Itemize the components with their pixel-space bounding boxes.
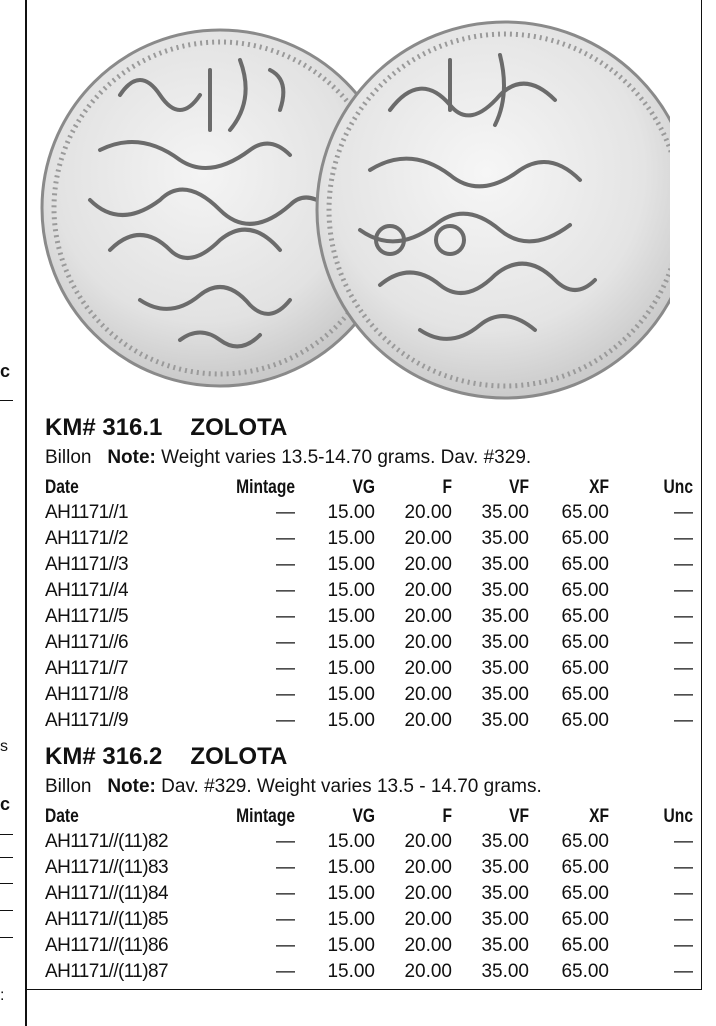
- cell-f: 20.00: [404, 528, 452, 549]
- cell-xf: 65.00: [561, 935, 609, 956]
- cell-vf: 35.00: [481, 554, 529, 575]
- cell-unc: —: [674, 935, 693, 956]
- left-border-rule: [25, 0, 27, 1026]
- entry-description: [45, 447, 531, 469]
- table-row: [45, 630, 693, 656]
- cell-mintage: —: [276, 857, 295, 878]
- cell-f: 20.00: [404, 580, 452, 601]
- cell-f: 20.00: [404, 554, 452, 575]
- cell-vg: 15.00: [327, 909, 375, 930]
- cell-vg: 15.00: [327, 580, 375, 601]
- table-row: [45, 933, 693, 959]
- table-row: [45, 526, 693, 552]
- column-header-vf: VF: [509, 477, 529, 498]
- cell-date: AH1171//2: [45, 528, 128, 549]
- cell-unc: —: [674, 961, 693, 982]
- column-header-vf: VF: [509, 806, 529, 827]
- column-header-xf: XF: [589, 806, 609, 827]
- cell-vf: 35.00: [481, 909, 529, 930]
- column-header-vg: VG: [352, 477, 375, 498]
- cell-date: AH1171//(11)84: [45, 883, 168, 904]
- cell-vg: 15.00: [327, 502, 375, 523]
- cell-f: 20.00: [404, 502, 452, 523]
- cell-unc: —: [674, 909, 693, 930]
- cell-xf: 65.00: [561, 554, 609, 575]
- cell-mintage: —: [276, 684, 295, 705]
- cell-vg: 15.00: [327, 606, 375, 627]
- cell-vf: 35.00: [481, 528, 529, 549]
- cell-mintage: —: [276, 909, 295, 930]
- note-label: Note:: [107, 447, 156, 468]
- cell-vg: 15.00: [327, 684, 375, 705]
- column-header-f: F: [442, 806, 452, 827]
- edge-fragment-text: :: [0, 987, 5, 1004]
- cell-date: AH1171//8: [45, 684, 128, 705]
- cell-date: AH1171//(11)85: [45, 909, 168, 930]
- edge-fragment-text: c: [0, 794, 11, 814]
- column-header-mintage: Mintage: [236, 477, 295, 498]
- cell-date: AH1171//9: [45, 710, 128, 731]
- cell-vf: 35.00: [481, 658, 529, 679]
- edge-fragment-rule: [0, 883, 13, 884]
- table-row: [45, 578, 693, 604]
- table-row: [45, 907, 693, 933]
- cell-vf: 35.00: [481, 684, 529, 705]
- note-label: Note:: [107, 776, 156, 797]
- table-row: [45, 708, 693, 734]
- cell-date: AH1171//(11)87: [45, 961, 168, 982]
- edge-fragment-rule: [0, 910, 13, 911]
- cell-unc: —: [674, 554, 693, 575]
- column-header-unc: Unc: [663, 477, 693, 498]
- table-row: [45, 604, 693, 630]
- table-row: [45, 881, 693, 907]
- cell-xf: 65.00: [561, 502, 609, 523]
- cell-f: 20.00: [404, 909, 452, 930]
- right-border-rule: [701, 0, 702, 990]
- cell-vf: 35.00: [481, 831, 529, 852]
- cell-mintage: —: [276, 935, 295, 956]
- cell-vf: 35.00: [481, 961, 529, 982]
- cell-date: AH1171//(11)83: [45, 857, 168, 878]
- cell-unc: —: [674, 684, 693, 705]
- cell-vf: 35.00: [481, 935, 529, 956]
- cell-xf: 65.00: [561, 710, 609, 731]
- cell-vg: 15.00: [327, 935, 375, 956]
- cell-date: AH1171//1: [45, 502, 128, 523]
- note-text: Dav. #329. Weight varies 13.5 - 14.70 grams.: [161, 776, 542, 797]
- cell-unc: —: [674, 580, 693, 601]
- cell-unc: —: [674, 831, 693, 852]
- column-header-unc: Unc: [663, 806, 693, 827]
- cell-vf: 35.00: [481, 857, 529, 878]
- cell-unc: —: [674, 857, 693, 878]
- cell-f: 20.00: [404, 935, 452, 956]
- edge-fragment-rule: [0, 400, 13, 401]
- cell-f: 20.00: [404, 606, 452, 627]
- cell-vf: 35.00: [481, 883, 529, 904]
- column-header-date: Date: [45, 806, 79, 827]
- cell-xf: 65.00: [561, 909, 609, 930]
- cell-date: AH1171//4: [45, 580, 128, 601]
- price-table: [45, 805, 693, 985]
- cell-date: AH1171//5: [45, 606, 128, 627]
- cell-f: 20.00: [404, 857, 452, 878]
- cell-f: 20.00: [404, 831, 452, 852]
- column-header-vg: VG: [352, 806, 375, 827]
- entry-heading: [45, 414, 287, 442]
- cell-unc: —: [674, 710, 693, 731]
- table-row: [45, 656, 693, 682]
- cell-xf: 65.00: [561, 632, 609, 653]
- cell-vf: 35.00: [481, 632, 529, 653]
- cell-date: AH1171//(11)86: [45, 935, 168, 956]
- cell-unc: —: [674, 632, 693, 653]
- cell-unc: —: [674, 502, 693, 523]
- cell-xf: 65.00: [561, 528, 609, 549]
- table-row: [45, 500, 693, 526]
- cell-mintage: —: [276, 554, 295, 575]
- cell-mintage: —: [276, 658, 295, 679]
- column-header-f: F: [442, 477, 452, 498]
- cell-vg: 15.00: [327, 831, 375, 852]
- cell-vf: 35.00: [481, 580, 529, 601]
- cell-mintage: —: [276, 606, 295, 627]
- cell-f: 20.00: [404, 961, 452, 982]
- price-table: [45, 476, 693, 734]
- cell-mintage: —: [276, 831, 295, 852]
- coin-reverse: [317, 22, 670, 398]
- cell-xf: 65.00: [561, 580, 609, 601]
- cell-mintage: —: [276, 961, 295, 982]
- cell-xf: 65.00: [561, 883, 609, 904]
- cell-unc: —: [674, 658, 693, 679]
- cell-mintage: —: [276, 883, 295, 904]
- cell-vg: 15.00: [327, 710, 375, 731]
- table-header-row: [45, 805, 693, 829]
- cell-unc: —: [674, 606, 693, 627]
- cell-vg: 15.00: [327, 554, 375, 575]
- cell-unc: —: [674, 883, 693, 904]
- cell-f: 20.00: [404, 684, 452, 705]
- cell-mintage: —: [276, 580, 295, 601]
- bottom-border-rule: [25, 989, 702, 990]
- cell-vf: 35.00: [481, 710, 529, 731]
- cell-mintage: —: [276, 710, 295, 731]
- cell-date: AH1171//3: [45, 554, 128, 575]
- metal-label: Billon: [45, 447, 92, 468]
- cell-date: AH1171//7: [45, 658, 128, 679]
- cell-vf: 35.00: [481, 502, 529, 523]
- cell-xf: 65.00: [561, 857, 609, 878]
- coin-name: ZOLOTA: [190, 414, 288, 441]
- note-text: Weight varies 13.5-14.70 grams. Dav. #329.: [161, 447, 532, 468]
- cell-vg: 15.00: [327, 632, 375, 653]
- cell-xf: 65.00: [561, 961, 609, 982]
- entry-description: [45, 776, 542, 798]
- cell-vf: 35.00: [481, 606, 529, 627]
- cell-xf: 65.00: [561, 658, 609, 679]
- cell-f: 20.00: [404, 710, 452, 731]
- table-row: [45, 552, 693, 578]
- table-row: [45, 829, 693, 855]
- cell-f: 20.00: [404, 658, 452, 679]
- cell-xf: 65.00: [561, 606, 609, 627]
- cell-vg: 15.00: [327, 961, 375, 982]
- cell-xf: 65.00: [561, 684, 609, 705]
- entry-heading: [45, 743, 287, 771]
- edge-fragment-rule: [0, 937, 13, 938]
- km-number: KM# 316.1: [45, 414, 163, 441]
- cell-vg: 15.00: [327, 658, 375, 679]
- cell-f: 20.00: [404, 632, 452, 653]
- column-header-mintage: Mintage: [236, 806, 295, 827]
- cell-vg: 15.00: [327, 883, 375, 904]
- cell-date: AH1171//(11)82: [45, 831, 168, 852]
- table-header-row: [45, 476, 693, 500]
- edge-fragment-rule: [0, 857, 13, 858]
- cell-date: AH1171//6: [45, 632, 128, 653]
- table-row: [45, 682, 693, 708]
- coin-name: ZOLOTA: [190, 743, 288, 770]
- km-number: KM# 316.2: [45, 743, 163, 770]
- column-header-xf: XF: [589, 477, 609, 498]
- column-header-date: Date: [45, 477, 79, 498]
- cell-vg: 15.00: [327, 528, 375, 549]
- metal-label: Billon: [45, 776, 92, 797]
- cell-vg: 15.00: [327, 857, 375, 878]
- cell-xf: 65.00: [561, 831, 609, 852]
- cell-mintage: —: [276, 528, 295, 549]
- edge-fragment-rule: [0, 834, 13, 835]
- cell-mintage: —: [276, 632, 295, 653]
- cell-unc: —: [674, 528, 693, 549]
- edge-fragment-text: s: [0, 738, 8, 755]
- cell-mintage: —: [276, 502, 295, 523]
- table-row: [45, 855, 693, 881]
- table-row: [45, 959, 693, 985]
- coin-photo: [30, 0, 670, 400]
- cell-f: 20.00: [404, 883, 452, 904]
- edge-fragment-text: c: [0, 361, 11, 381]
